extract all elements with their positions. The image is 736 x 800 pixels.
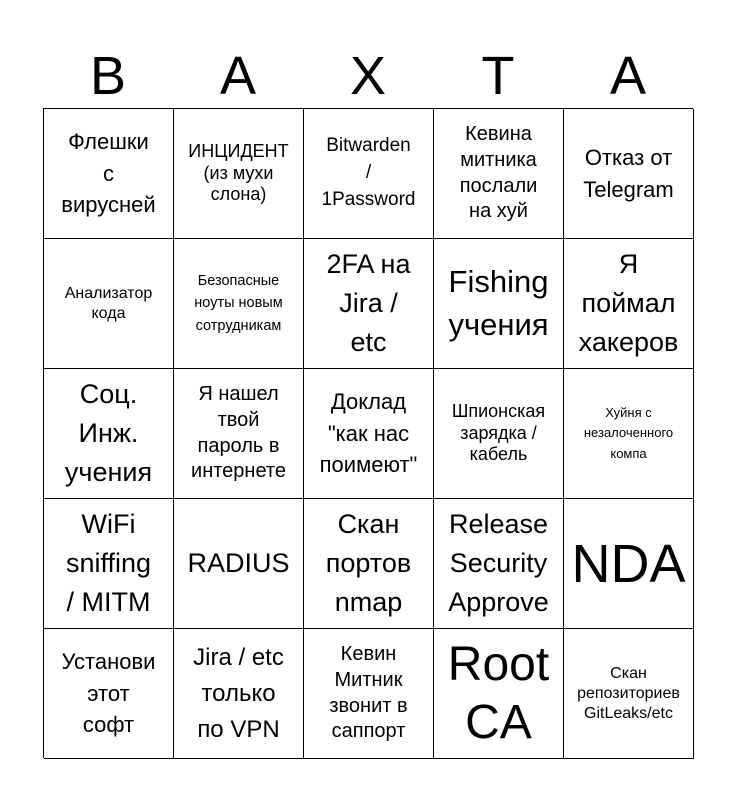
cell-text: Release Security Approve (448, 508, 549, 618)
bingo-cell[interactable] (44, 499, 174, 629)
cell-text: Скан репозиториев GitLeaks/etc (577, 664, 680, 722)
header-letter: B (89, 46, 127, 106)
cell-text: Я нашел твой пароль в интернете (191, 383, 286, 483)
bingo-cell[interactable] (564, 109, 694, 239)
bingo-cell[interactable] (174, 369, 304, 499)
bingo-board (43, 108, 693, 758)
cell-text: Jira / etc только по VPN (193, 643, 284, 743)
bingo-cell[interactable] (304, 239, 434, 369)
bingo-cell[interactable] (564, 369, 694, 499)
bingo-cell[interactable] (304, 369, 434, 499)
cell-text: Я поймал хакеров (578, 248, 679, 358)
bingo-cell[interactable] (174, 499, 304, 629)
header-letter: T (481, 46, 515, 106)
header-letter: X (349, 46, 387, 106)
cell-text: Кевин Митник звонит в саппорт (329, 643, 408, 743)
cell-text: Шпионская зарядка / кабель (451, 401, 546, 465)
cell-text: WiFi sniffing / MITM (65, 508, 152, 618)
bingo-cell[interactable] (44, 629, 174, 759)
bingo-cell[interactable] (564, 239, 694, 369)
cell-text: Безопасные ноуты новым сотрудникам (194, 272, 283, 334)
header-letter: A (219, 46, 257, 106)
cell-text: Хуйня с незалоченного компа (583, 405, 674, 461)
cell-text: Кевина митника послали на хуй (459, 123, 538, 223)
cell-text: Флешки с вирусней (61, 128, 156, 218)
cell-text: Скан портов nmap (325, 508, 412, 618)
bingo-cell[interactable] (44, 109, 174, 239)
bingo-cell[interactable] (434, 629, 564, 759)
header-letter: A (609, 46, 647, 106)
bingo-header (43, 44, 693, 108)
bingo-cell[interactable] (304, 629, 434, 759)
bingo-cell[interactable] (564, 499, 694, 629)
cell-text: Bitwarden / 1Password (321, 135, 416, 210)
bingo-cell[interactable] (304, 109, 434, 239)
bingo-cell[interactable] (174, 109, 304, 239)
bingo-cell[interactable] (304, 499, 434, 629)
cell-text: 2FA на Jira / etc (326, 248, 411, 358)
bingo-cell[interactable] (44, 369, 174, 499)
bingo-cell[interactable] (434, 499, 564, 629)
bingo-cell[interactable] (434, 369, 564, 499)
bingo-cell[interactable] (174, 629, 304, 759)
cell-text: Доклад "как нас поимеют" (319, 388, 418, 478)
bingo-cell[interactable] (434, 239, 564, 369)
bingo-cell[interactable] (434, 109, 564, 239)
cell-text: NDA (571, 533, 686, 594)
cell-text: Отказ от Telegram (583, 144, 674, 202)
cell-text: Root CA (447, 637, 550, 749)
bingo-cell[interactable] (44, 239, 174, 369)
cell-text: ИНЦИДЕНТ (из мухи слона) (188, 141, 289, 205)
cell-text: Установи этот софт (61, 648, 156, 738)
bingo-cell[interactable] (564, 629, 694, 759)
cell-text: Соц. Инж. учения (64, 378, 153, 488)
cell-text: Анализатор кода (64, 284, 153, 322)
cell-text: Fishing учения (448, 264, 549, 342)
bingo-cell[interactable] (174, 239, 304, 369)
cell-text: RADIUS (187, 547, 290, 578)
